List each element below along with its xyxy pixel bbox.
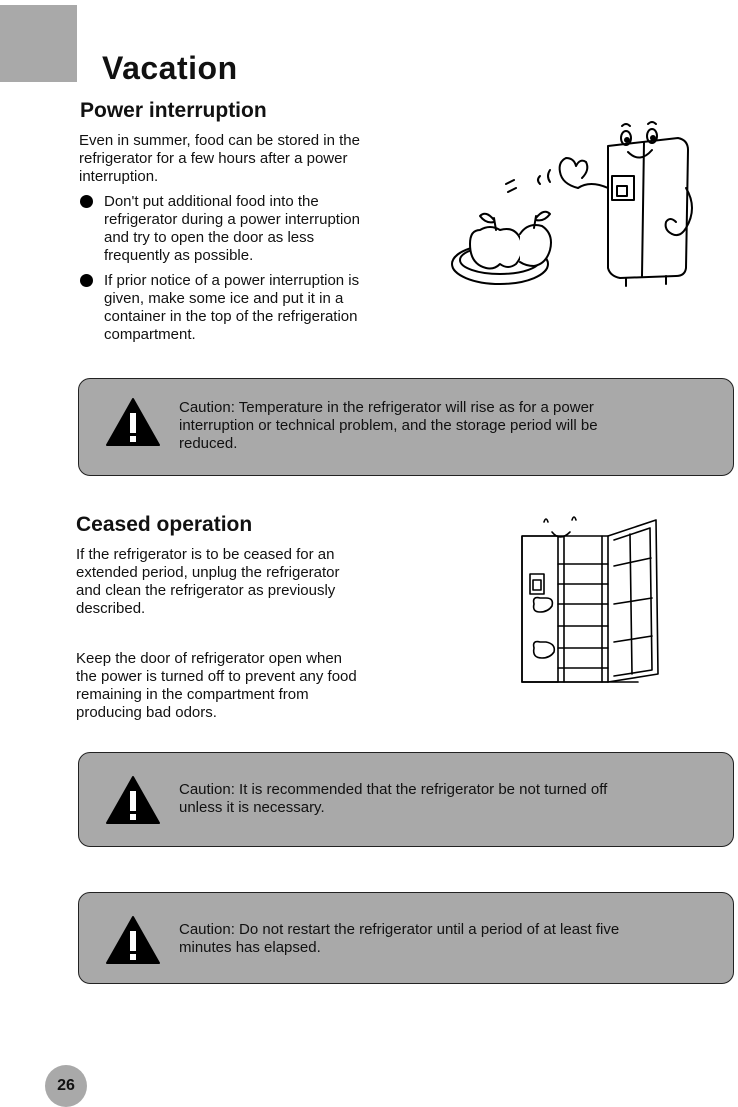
- section-title-ceased-operation: Ceased operation: [76, 513, 253, 536]
- ceased-line: Keep the door of refrigerator open when: [76, 650, 343, 667]
- ceased-line: If the refrigerator is to be ceased for an: [76, 546, 335, 563]
- ceased-line: extended period, unplug the refrigerator: [76, 564, 340, 581]
- power-intro-line: interruption.: [79, 168, 159, 185]
- ceased-line: and clean the refrigerator as previously: [76, 582, 336, 599]
- ceased-line: the power is turned off to prevent any food: [76, 668, 357, 685]
- caution-line: interruption or technical problem, and the storage period will be: [179, 417, 598, 434]
- ceased-line: remaining in the compartment from: [76, 686, 309, 703]
- section-title-power-interruption: Power interruption: [80, 99, 267, 122]
- caution-line: unless it is necessary.: [179, 799, 325, 816]
- warning-icon: [105, 775, 161, 825]
- caution-line: reduced.: [179, 435, 238, 452]
- bullet-dot: [80, 274, 93, 287]
- caution-line: Caution: It is recommended that the refrigerator be not turned off: [179, 781, 608, 798]
- caution-line: Caution: Do not restart the refrigerator until a period of at least five: [179, 921, 620, 938]
- chapter-tab: [0, 5, 77, 82]
- caution-box-temperature: [78, 378, 734, 476]
- ceased-line: producing bad odors.: [76, 704, 217, 721]
- bullet-line: container in the top of the refrigeration: [104, 308, 358, 325]
- bullet-line: frequently as possible.: [104, 247, 254, 264]
- bullet-line: compartment.: [104, 326, 196, 343]
- caution-line: Caution: Temperature in the refrigerator will rise as for a power: [179, 399, 594, 416]
- bullet-dot: [80, 195, 93, 208]
- caution-box-restart: [78, 892, 734, 984]
- page-number: 26: [45, 1065, 87, 1107]
- bullet-line: If prior notice of a power interruption is: [104, 272, 360, 289]
- bullet-line: refrigerator during a power interruption: [104, 211, 360, 228]
- bullet-line: Don't put additional food into the: [104, 193, 319, 210]
- caution-line: minutes has elapsed.: [179, 939, 321, 956]
- ceased-line: described.: [76, 600, 146, 617]
- fridge-with-apples-illustration: [450, 118, 700, 290]
- open-refrigerator-illustration: [518, 512, 664, 688]
- bullet-line: and try to open the door as less: [104, 229, 315, 246]
- power-intro-line: refrigerator for a few hours after a power: [79, 150, 348, 167]
- caution-box-not-turned-off: [78, 752, 734, 847]
- page-title: Vacation: [102, 50, 238, 86]
- bullet-line: given, make some ice and put it in a: [104, 290, 344, 307]
- power-intro-line: Even in summer, food can be stored in the: [79, 132, 360, 149]
- warning-icon: [105, 915, 161, 965]
- warning-icon: [105, 397, 161, 447]
